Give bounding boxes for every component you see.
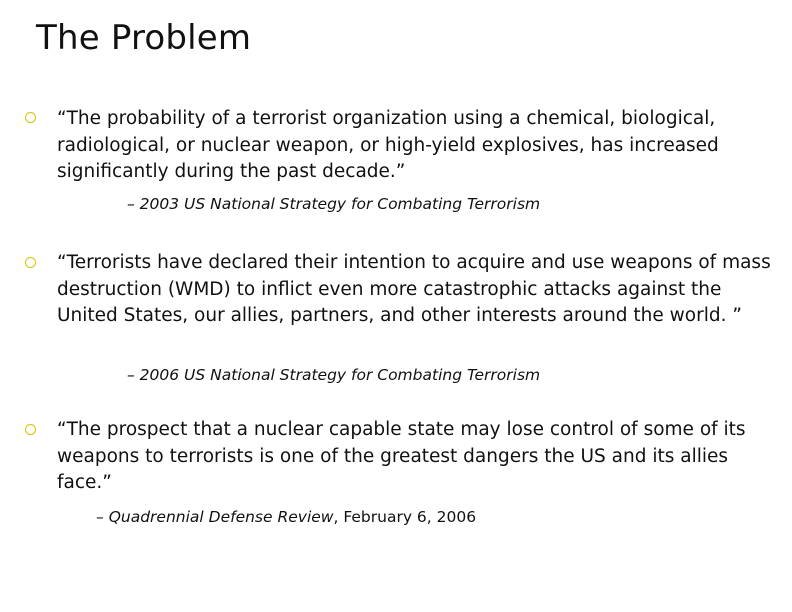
citation-2: – 2006 US National Strategy for Combating Terrorism [127, 366, 541, 384]
slide-title: The Problem [36, 18, 252, 58]
bullet-circle-icon [25, 424, 36, 435]
citation-3-prefix: – [96, 508, 109, 526]
bullet-circle-icon [25, 112, 36, 123]
citation-3 [96, 508, 476, 526]
citation-1: – 2003 US National Strategy for Combating Terrorism [127, 195, 541, 213]
quote-text-1: “The probability of a terrorist organization using a chemical, biological, radiological, or nuclear weapon, or high-yield explosives, has increased significantly during the past decade.” [57, 108, 719, 182]
quote-text-2: “Terrorists have declared their intention to acquire and use weapons of mass destruction (WMD) to inflict even more catastrophic attacks against the United States, our allies, partners, and other interests around the world. ” [57, 252, 771, 326]
citation-3-suffix: , February 6, 2006 [333, 508, 477, 526]
bullet-circle-icon [25, 257, 36, 268]
quote-text-3: “The prospect that a nuclear capable state may lose control of some of its weapons to terrorists is one of the greatest dangers the US and its allies face.” [57, 419, 746, 493]
citation-3-title: Quadrennial Defense Review [108, 508, 334, 526]
